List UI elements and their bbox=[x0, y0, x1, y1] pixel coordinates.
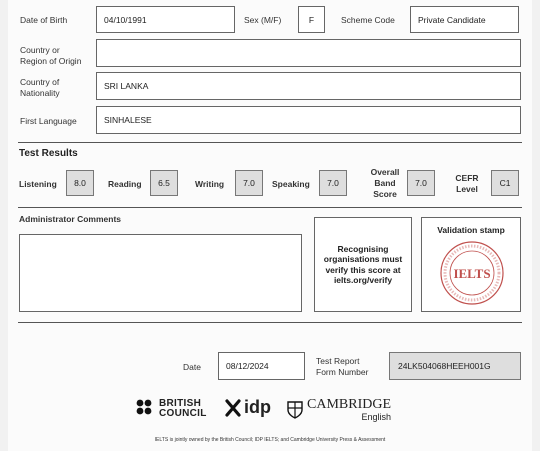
first-language-field: SINHALESE bbox=[96, 106, 521, 134]
seal-text: IELTS bbox=[453, 266, 491, 281]
dob-field: 04/10/1991 bbox=[96, 6, 235, 33]
listening-label: Listening bbox=[19, 179, 57, 189]
verify-line: verify this score at bbox=[325, 264, 401, 275]
divider bbox=[18, 142, 522, 143]
verify-line: ielts.org/verify bbox=[333, 275, 393, 285]
british-council-logo: BRITISH COUNCIL bbox=[136, 399, 207, 419]
trf-number-field: 24LK504068HEEH001G bbox=[389, 352, 521, 380]
reading-score: 6.5 bbox=[150, 170, 178, 196]
ielts-seal-icon bbox=[439, 240, 505, 306]
sex-field: F bbox=[298, 6, 325, 33]
writing-score: 7.0 bbox=[235, 170, 263, 196]
sex-label: Sex (M/F) bbox=[244, 15, 282, 25]
overall-band-score: 7.0 bbox=[407, 170, 435, 196]
verify-notice-box bbox=[314, 217, 412, 312]
reading-label: Reading bbox=[108, 179, 142, 189]
divider bbox=[18, 322, 522, 323]
trf-label: Test Report Form Number bbox=[316, 356, 369, 377]
date-field: 08/12/2024 bbox=[218, 352, 305, 380]
verify-line: Recognising bbox=[337, 243, 389, 254]
speaking-label: Speaking bbox=[272, 179, 310, 189]
country-origin-field bbox=[96, 39, 521, 67]
listening-score: 8.0 bbox=[66, 170, 94, 196]
country-origin-label: Country or Region of Origin bbox=[20, 45, 82, 66]
date-label: Date bbox=[183, 362, 201, 372]
dob-label: Date of Birth bbox=[20, 15, 68, 25]
scheme-code-label: Scheme Code bbox=[341, 15, 395, 25]
validation-stamp-box bbox=[421, 217, 521, 312]
country-nationality-label: Country of Nationality bbox=[20, 77, 60, 98]
divider bbox=[18, 207, 522, 208]
scheme-code-field: Private Candidate bbox=[410, 6, 519, 33]
test-report-form bbox=[8, 0, 532, 451]
country-nationality-field: SRI LANKA bbox=[96, 72, 521, 100]
admin-comments-heading: Administrator Comments bbox=[19, 214, 122, 224]
british-council-dots-icon bbox=[136, 399, 156, 419]
cambridge-logo: CAMBRIDGE English bbox=[287, 398, 391, 422]
verify-line: organisations must bbox=[323, 254, 403, 264]
cefr-level-label: CEFR Level bbox=[455, 173, 479, 194]
speaking-score: 7.0 bbox=[319, 170, 347, 196]
cambridge-shield-icon bbox=[287, 401, 303, 419]
idp-logo: idp bbox=[224, 397, 271, 418]
overall-band-label: Overall Band Score bbox=[370, 167, 400, 199]
admin-comments-box bbox=[19, 234, 302, 312]
ownership-note: IELTS is jointly owned by the British Council; IDP IELTS; and Cambridge University Press & Assessment bbox=[154, 437, 386, 443]
validation-stamp-heading: Validation stamp bbox=[437, 225, 505, 235]
test-results-heading: Test Results bbox=[19, 148, 78, 159]
writing-label: Writing bbox=[195, 179, 225, 189]
first-language-label: First Language bbox=[20, 116, 77, 126]
cefr-level-score: C1 bbox=[491, 170, 519, 196]
idp-mark-icon bbox=[224, 398, 242, 418]
